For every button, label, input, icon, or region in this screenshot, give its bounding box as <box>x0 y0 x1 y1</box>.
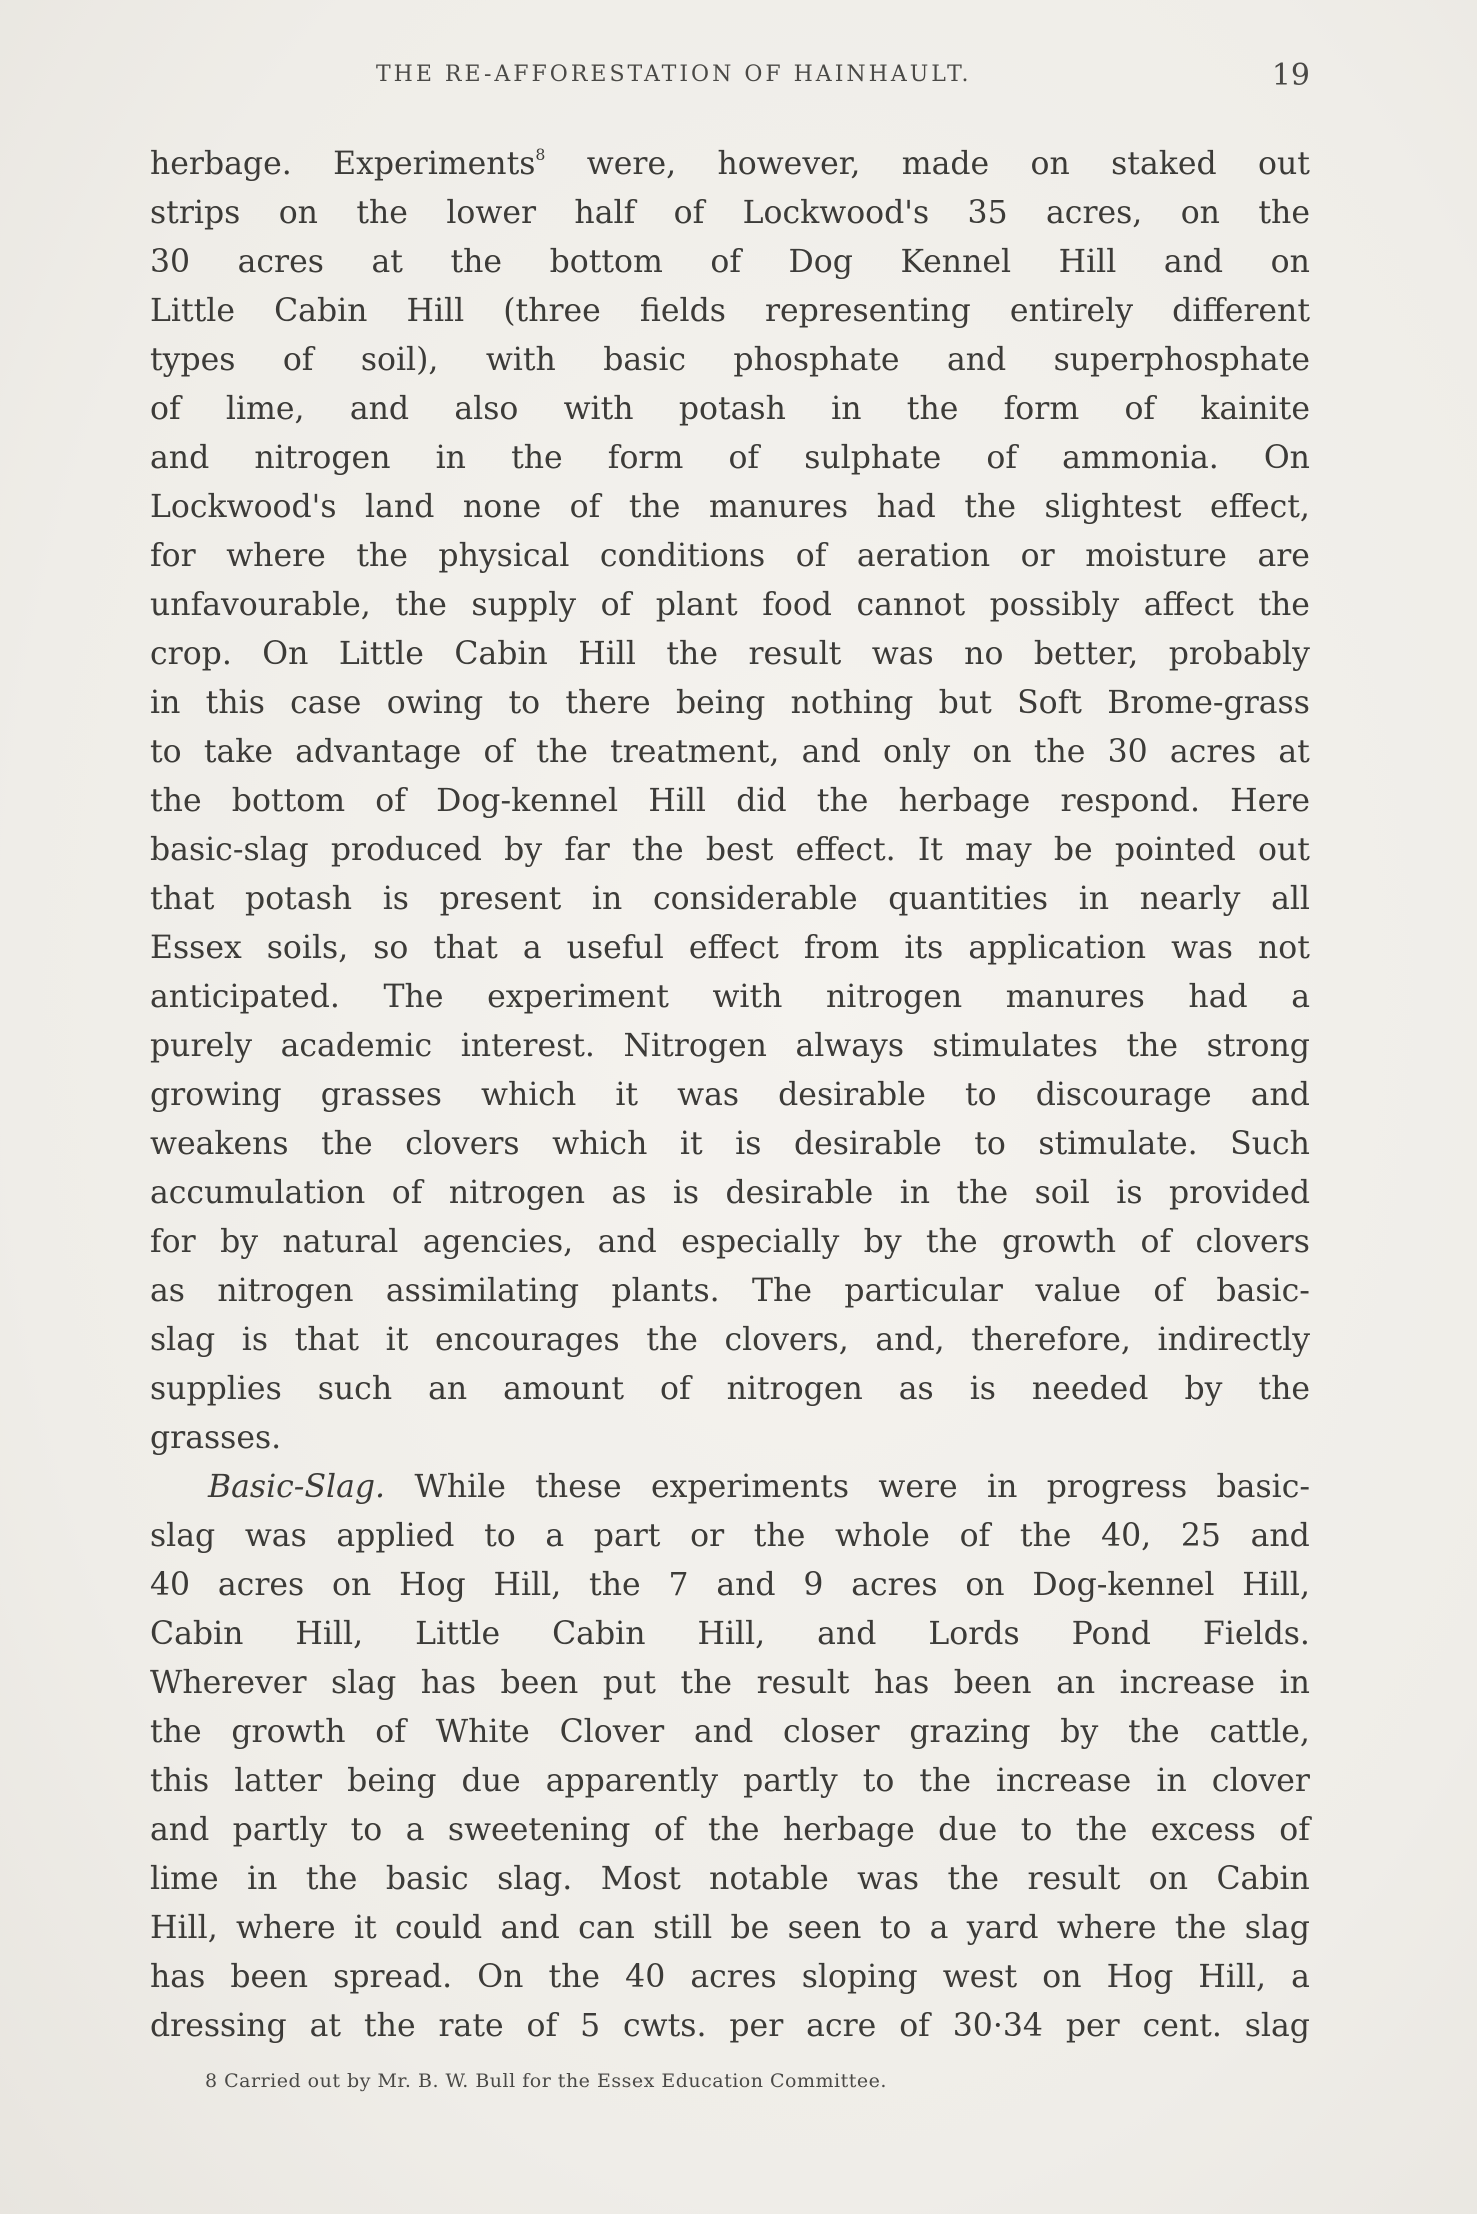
text-line: Cabin Hill, Little Cabin Hill, and Lords Pond Fields. <box>150 1616 1310 1652</box>
text-line: strips on the lower half of Lockwood's 35 acres, on the <box>150 195 1310 231</box>
text-line: in this case owing to there being nothing but Soft Brome-grass <box>150 685 1310 721</box>
text-line: the growth of White Clover and closer grazing by the cattle, <box>150 1714 1310 1750</box>
text-line: dressing at the rate of 5 cwts. per acre of 30·34 per cent. slag <box>150 2008 1310 2044</box>
text-line: has been spread. On the 40 acres sloping west on Hog Hill, a <box>150 1959 1310 1995</box>
text-line: grasses. <box>150 1420 282 1456</box>
text-line: for where the physical conditions of aeration or moisture are <box>150 538 1310 574</box>
page-header <box>150 58 1310 102</box>
text-line: Little Cabin Hill (three fields representing entirely different <box>150 293 1310 329</box>
text-line: Lockwood's land none of the manures had the slightest effect, <box>150 489 1310 525</box>
text-line: herbage. Experiments$^8$ were, however, made on staked out <box>150 144 1310 182</box>
text-line: to take advantage of the treatment, and only on the 30 acres at <box>150 734 1310 770</box>
text-line: supplies such an amount of nitrogen as is needed by the <box>150 1371 1310 1407</box>
text-line: Essex soils, so that a useful effect from its application was not <box>150 930 1310 966</box>
text-line: growing grasses which it was desirable to discourage and <box>150 1077 1310 1113</box>
text-line: as nitrogen assimilating plants. The particular value of basic- <box>150 1273 1310 1309</box>
text-line: unfavourable, the supply of plant food cannot possibly affect the <box>150 587 1310 623</box>
text-line: Basic-Slag. While these experiments were in progress basic- <box>208 1469 1310 1505</box>
text-line: accumulation of nitrogen as is desirable in the soil is provided <box>150 1175 1310 1211</box>
text-line: and nitrogen in the form of sulphate of ammonia. On <box>150 440 1310 476</box>
text-line: basic-slag produced by far the best effect. It may be pointed out <box>150 832 1310 868</box>
text-line: this latter being due apparently partly to the increase in clover <box>150 1763 1310 1799</box>
text-line: Hill, where it could and can still be seen to a yard where the slag <box>150 1910 1310 1946</box>
text-line: Wherever slag has been put the result has been an increase in <box>150 1665 1310 1701</box>
text-line: weakens the clovers which it is desirable to stimulate. Such <box>150 1126 1310 1162</box>
text-line: slag was applied to a part or the whole of the 40, 25 and <box>150 1518 1310 1554</box>
running-title: THE RE-AFFORESTATION OF HAINHAULT. <box>376 62 972 87</box>
footnote: 8 Carried out by Mr. B. W. Bull for the Essex Education Committee. <box>205 2070 887 2092</box>
text-line: 40 acres on Hog Hill, the 7 and 9 acres on Dog-kennel Hill, <box>150 1567 1310 1603</box>
text-line: types of soil), with basic phosphate and superphosphate <box>150 342 1310 378</box>
text-line: that potash is present in considerable quantities in nearly all <box>150 881 1310 917</box>
text-line: purely academic interest. Nitrogen always stimulates the strong <box>150 1028 1310 1064</box>
text-line: for by natural agencies, and especially by the growth of clovers <box>150 1224 1310 1260</box>
text-line: the bottom of Dog-kennel Hill did the herbage respond. Here <box>150 783 1310 819</box>
text-line: 30 acres at the bottom of Dog Kennel Hill and on <box>150 244 1310 280</box>
text-line: slag is that it encourages the clovers, and, therefore, indirectly <box>150 1322 1310 1358</box>
text-line: anticipated. The experiment with nitrogen manures had a <box>150 979 1310 1015</box>
text-line: of lime, and also with potash in the form of kainite <box>150 391 1310 427</box>
body-text <box>150 140 1310 2051</box>
text-line: and partly to a sweetening of the herbage due to the excess of <box>150 1812 1310 1848</box>
text-line: lime in the basic slag. Most notable was the result on Cabin <box>150 1861 1310 1897</box>
text-line: crop. On Little Cabin Hill the result was no better, probably <box>150 636 1310 672</box>
page-number: 19 <box>1271 58 1310 93</box>
